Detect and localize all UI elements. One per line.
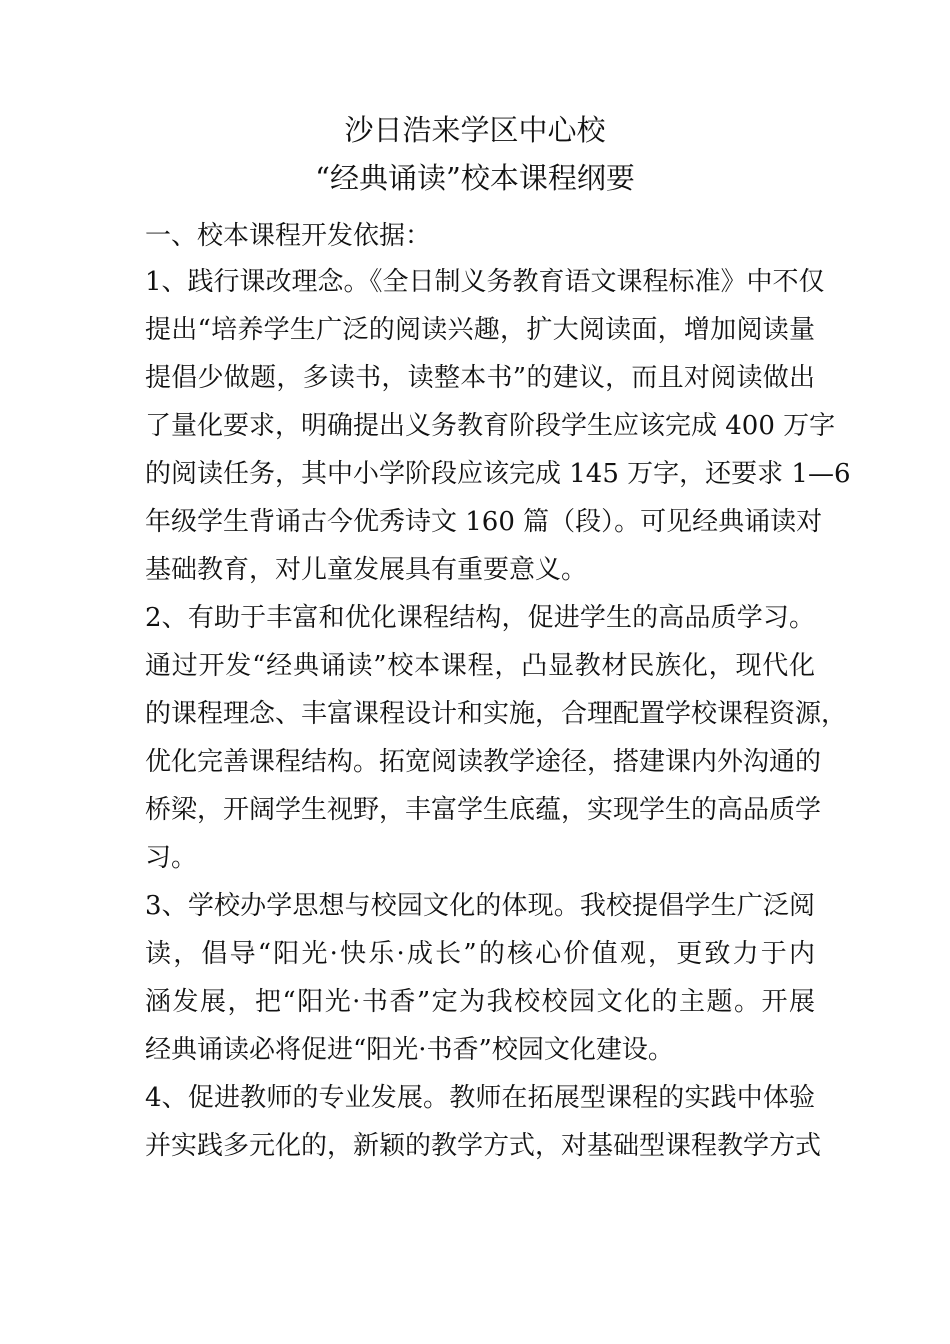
paragraph-line: 提出“培养学生广泛的阅读兴趣，扩大阅读面，增加阅读量 — [145, 315, 815, 345]
paragraph-line: 读，倡导“阳光·快乐·成长”的核心价值观，更致力于内 — [145, 939, 815, 969]
paragraph-line: 桥梁，开阔学生视野，丰富学生底蕴，实现学生的高品质学 — [145, 795, 822, 825]
section-heading-basis: 一、校本课程开发依据： — [145, 221, 432, 251]
paragraph-line: 年级学生背诵古今优秀诗文 160 篇（段）。可见经典诵读对 — [145, 507, 823, 537]
paragraph-line: 习。 — [145, 843, 198, 873]
paragraph-line: 了量化要求，明确提出义务教育阶段学生应该完成 400 万字 — [145, 411, 836, 441]
paragraph-line: 的课程理念、丰富课程设计和实施，合理配置学校课程资源， — [145, 699, 848, 729]
paragraph-line: 4、促进教师的专业发展。教师在拓展型课程的实践中体验 — [145, 1083, 815, 1113]
document-title-school: 沙日浩来学区中心校 — [344, 113, 606, 147]
paragraph-line: 涵发展，把“阳光·书香”定为我校校园文化的主题。开展 — [145, 987, 815, 1017]
paragraph-line: 基础教育，对儿童发展具有重要意义。 — [145, 555, 588, 585]
paragraph-line: 的阅读任务，其中小学阶段应该完成 145 万字，还要求 1—6 — [145, 459, 851, 489]
paragraph-line: 通过开发“经典诵读”校本课程，凸显教材民族化，现代化 — [145, 651, 815, 681]
paragraph-line: 1、践行课改理念。《全日制义务教育语文课程标准》中不仅 — [145, 267, 825, 297]
paragraph-line: 并实践多元化的，新颖的教学方式，对基础型课程教学方式 — [145, 1131, 822, 1161]
paragraph-line: 优化完善课程结构。拓宽阅读教学途径，搭建课内外沟通的 — [145, 747, 822, 777]
paragraph-line: 提倡少做题，多读书，读整本书”的建议，而且对阅读做出 — [145, 363, 815, 393]
document-title-course: “经典诵读”校本课程纲要 — [315, 161, 635, 195]
paragraph-line: 2、有助于丰富和优化课程结构，促进学生的高品质学习。 — [145, 603, 815, 633]
paragraph-line: 经典诵读必将促进“阳光·书香”校园文化建设。 — [145, 1035, 674, 1065]
paragraph-line: 3、学校办学思想与校园文化的体现。我校提倡学生广泛阅 — [145, 891, 815, 921]
